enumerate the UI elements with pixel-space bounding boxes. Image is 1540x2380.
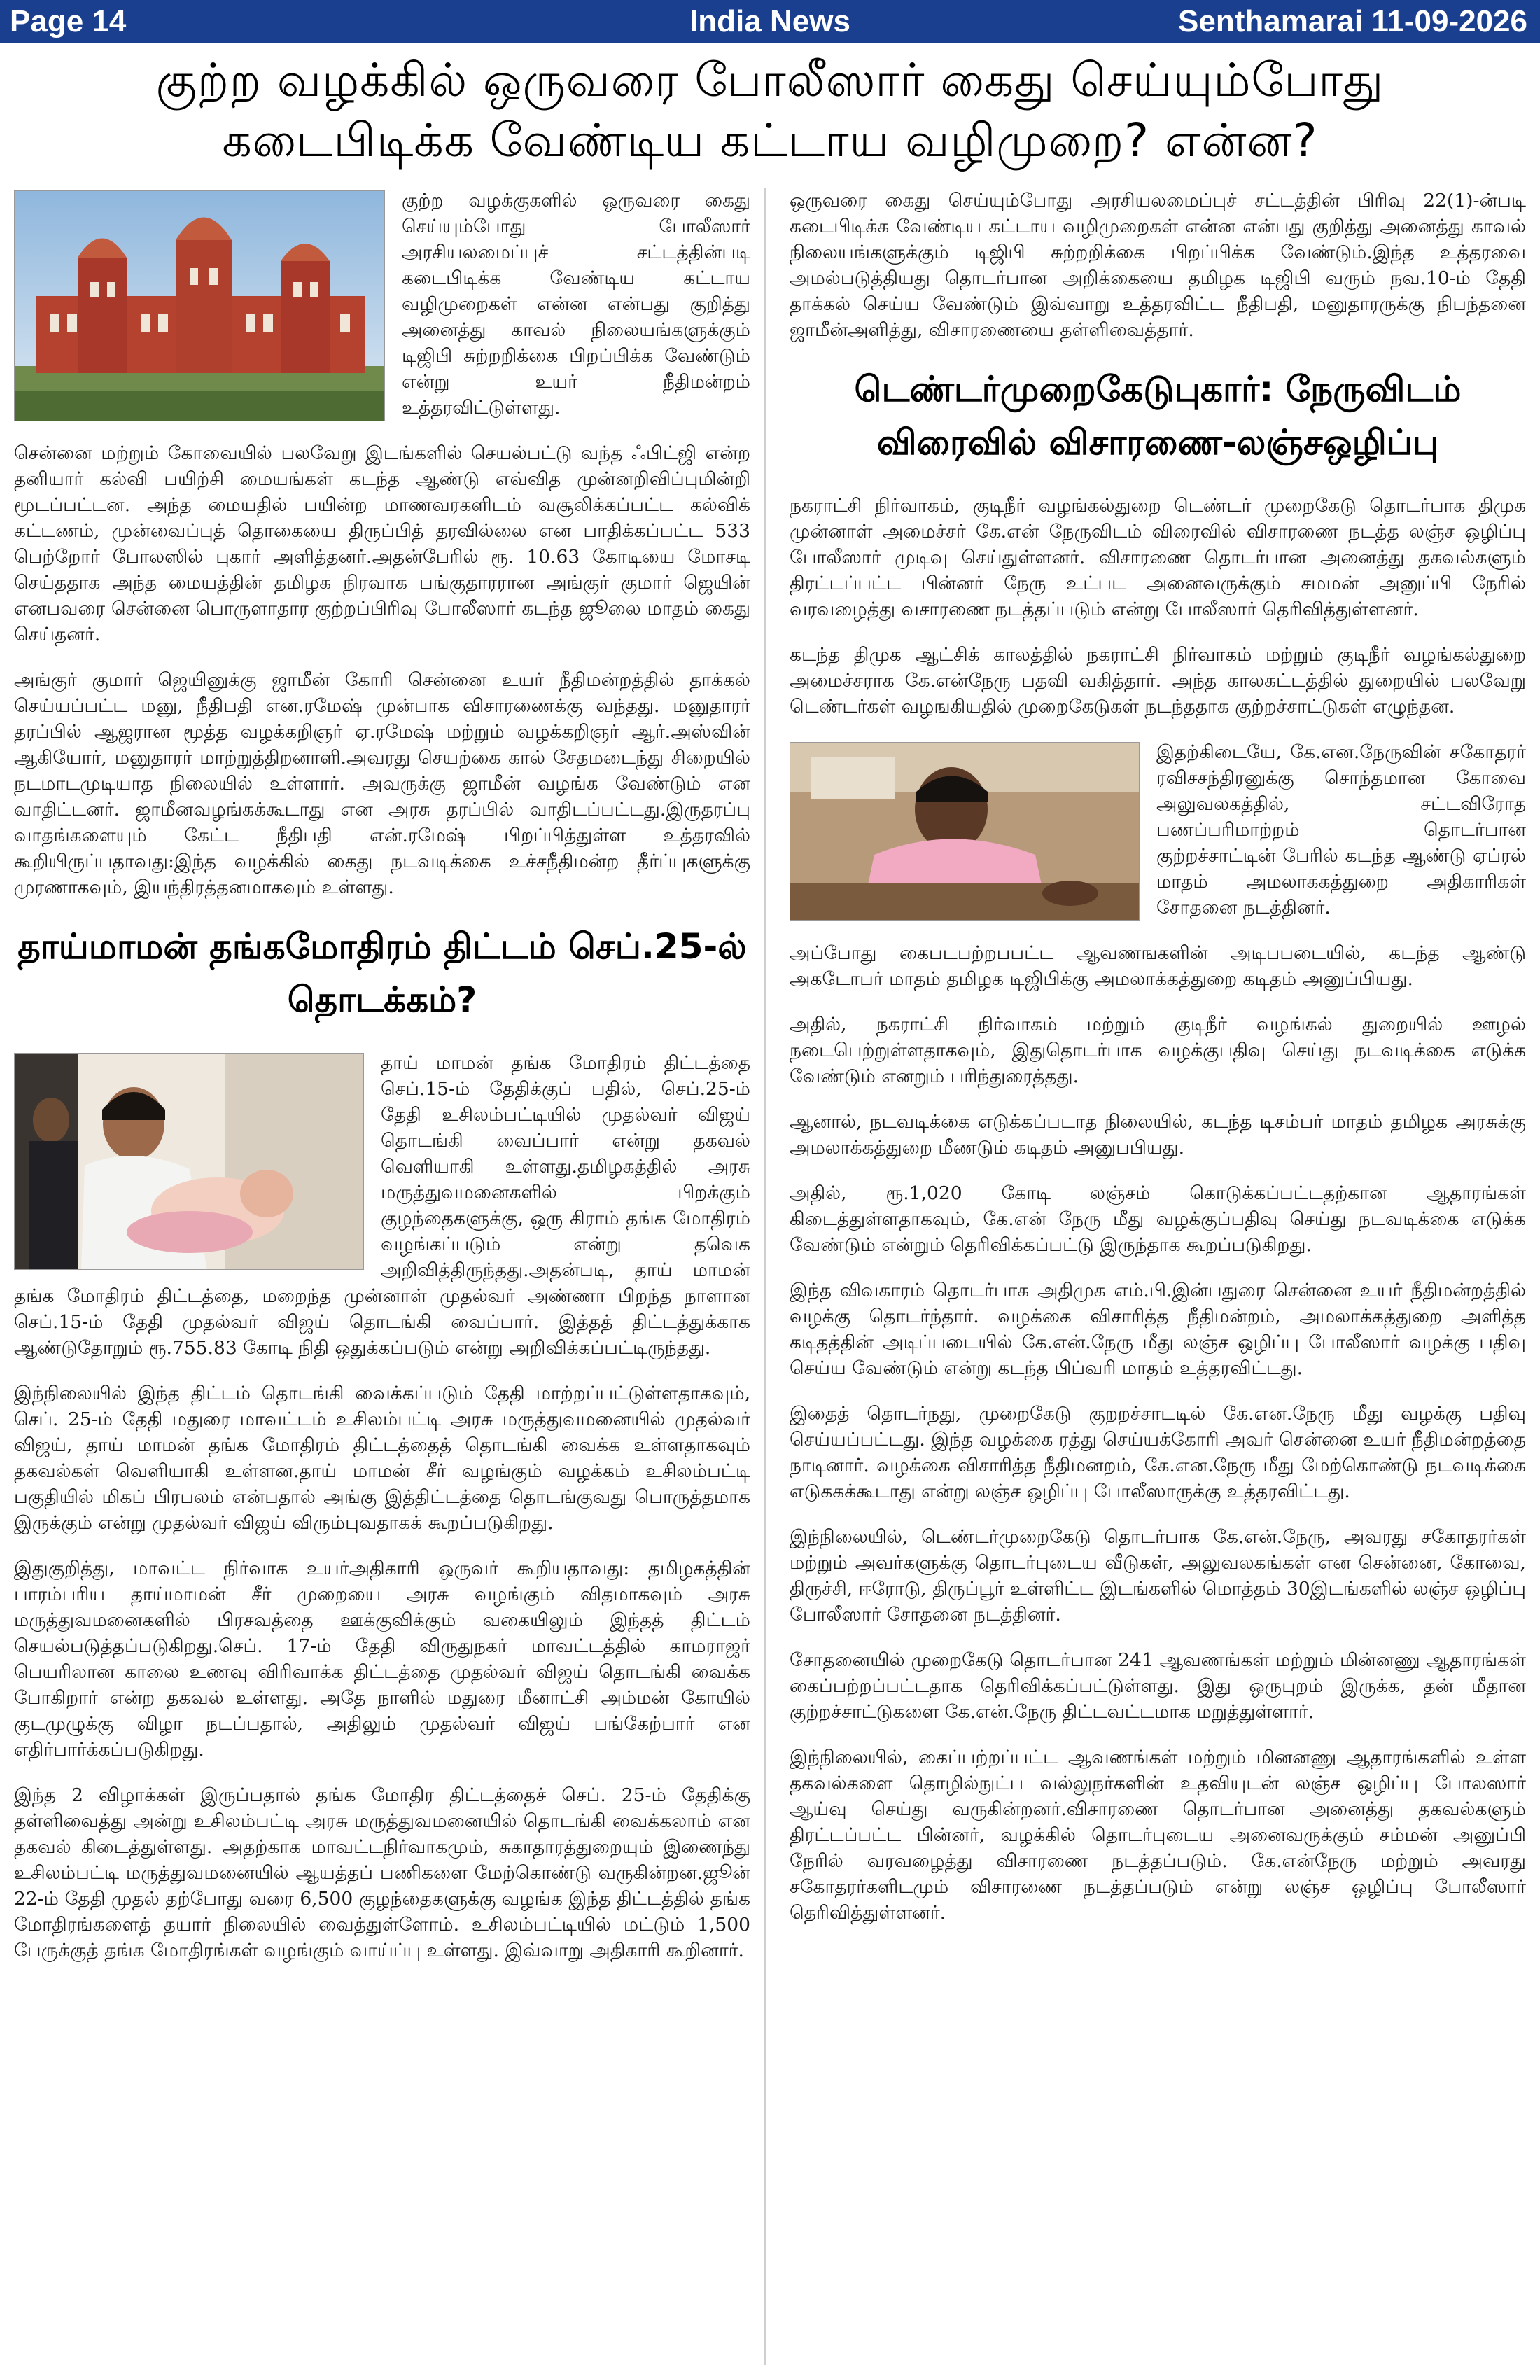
left-column: [14, 188, 750, 1983]
article-paragraph: தாய் மாமன் தங்க மோதிரம் திட்டத்தை செப்.15-ம் தேதிக்குப் பதில், செப்.25-ம் தேதி உசிலம்பட்டியில் முதல்வர் விஜய் தொடங்கி வைப்பார் என்று தகவல் வெளியாகி உள்ளது.தமிழகத்தில் அரசு மருத்துவமனைகளில் பிறக்கும் குழந்தைகளுக்கு, ஒரு கிராம் தங்க மோதிரம் வழங்கப்படும் என்று தவெக அறிவித்திருந்தது.அதன்படி, தாய் மாமன் தங்க மோதிரம் திட்டத்தை, மறைந்த முன்னாள் முதல்வர் அண்ணா பிறந்த நாளான செப்.15-ம் தேதி முதல்வர் விஜய் தொடங்கி வைப்பார். இத்தத் திட்டத்துக்காக ஆண்டுதோறும் ரூ.755.83 கோடி நிதி ஒதுக்கப்படும் என்று அறிவிக்கப்பட்டிருந்தது.: [14, 1052, 750, 1359]
court-building-photo: [14, 190, 385, 421]
man-holding-baby-illustration: [15, 1054, 364, 1270]
article-paragraph: இதுகுறித்து, மாவட்ட நிர்வாக உயர்அதிகாரி ஒருவர் கூறியதாவது: தமிழகத்தின் பாரம்பரிய தாய்மாமன் சீர் முறையை அரசு வழங்கும் விதமாகவும் அரசு மருத்துவமனைகளில் பிரசவத்தை ஊக்குவிக்கும் வகையிலும் இந்தத் திட்டம் செயல்படுத்தப்படுகிறது.செப். 17-ம் தேதி விருதுநகர் மாவட்டத்தில் காமராஜர் பெயரிலான காலை உணவு விரிவாக்க திட்டத்தை முதல்வர் விஜய் தொடங்கி வைக்க போகிறார் என்ற தகவல் உள்ளது. அதே நாளில் மதுரை மீனாட்சி அம்மன் கோயில் குடமுழுக்கு விழா நடப்பதால், அதிலும் முதல்வர் விஜய் பங்கேற்பார் என எதிர்பார்க்கப்படுகிறது.: [14, 1558, 750, 1760]
man-holding-baby-photo: [14, 1053, 364, 1270]
article-paragraph: இந்த விவகாரம் தொடர்பாக அதிமுக எம்.பி.இன்பதுரை சென்னை உயர் நீதிமன்றத்தில் வழக்கு தொடர்ந்தார். வழக்கை விசாரித்த நீதிமன்றம், அமலாக்கத்துறை அளித்த கடிதத்தின் அடிப்படையில் கே.என்.நேரு மீது லஞ்ச ஒழிப்பு போலீஸார் வழக்கு பதிவு செய்ய வேண்டும் என்று கடந்த பிப்வரி மாதம் உத்தரவிட்டது.: [790, 1280, 1526, 1379]
section-title: India News: [690, 4, 850, 38]
article-paragraph: அதில், நகராட்சி நிர்வாகம் மற்றும் குடிநீர் வழங்கல் துறையில் ஊழல் நடைபெற்றுள்ளதாகவும், இதுதொடர்பாக வழக்குபதிவு செய்து நடவடிக்கை எடுக்க வேண்டும் எனறும் பரிந்துரைத்தது.: [790, 1014, 1526, 1087]
article-paragraph: இந்த 2 விழாக்கள் இருப்பதால் தங்க மோதிர திட்டத்தைச் செப். 25-ம் தேதிக்கு தள்ளிவைத்து அன்று உசிலம்பட்டி அரசு மருத்துவமனையில் தொடங்கி வைக்கலாம் என தகவல் கிடைத்துள்ளது. அதற்காக மாவட்டநிர்வாகமும், சுகாதாரத்துறையும் இணைந்து உசிலம்பட்டி மருத்துவமனையில் ஆயத்தப் பணிகளை மேற்கொண்டு வருகின்றன.ஜூன் 22-ம் தேதி முதல் தற்போது வரை 6,500 குழந்தைகளுக்கு வழங்க இந்த திட்டத்தில் தங்க மோதிரங்களைத் தயார் நிலையில் வைத்துள்ளோம். உசிலம்பட்டியில் மட்டும் 1,500 பேருக்குத் தங்க மோதிரங்கள் வழங்கும் வாய்ப்பு உள்ளது. இவ்வாறு அதிகாரி கூறினார்.: [14, 1784, 750, 1961]
article-paragraph: இந்நிலையில், டெண்டர்முறைகேடு தொடர்பாக கே.என்.நேரு, அவரது சகோதரர்கள் மற்றும் அவர்களுக்கு தொடர்புடைய வீடுகள், அலுவலகங்கள் என சென்னை, கோவை, திருச்சி, ஈரோடு, திருப்பூர் உள்ளிட்ட இடங்களில் மொத்தம் 30இடங்களில் லஞ்ச ஒழிப்பு போலீஸார் சோதனை நடத்தினர்.: [790, 1526, 1526, 1625]
article-paragraph: கடந்த திமுக ஆட்சிக் காலத்தில் நகராட்சி நிர்வாகம் மற்றும் குடிநீர் வழங்கல்துறை அமைச்சராக கே.என்நேரு பதவி வகித்தார். அந்த காலகட்டத்தில் துறையில் பலவேறு டெண்டர்கள் வழஙகியதில் முறைகேடுகள் நடந்ததாக குற்றச்சாட்டுகள் எழுந்தன.: [790, 644, 1526, 718]
paper-name-date: Senthamarai 11-09-2026: [1178, 4, 1527, 38]
article-paragraph: அங்குர் குமார் ஜெயினுக்கு ஜாமீன் கோரி சென்னை உயர் நீதிமன்றத்தில் தாக்கல் செய்யப்பட்ட மனு, நீதிபதி என.ரமேஷ் முன்பாக விசாரணைக்கு வந்தது. மனுதாரர் தரப்பில் ஆஜரான மூத்த வழக்கறிஞர் ஏ.ரமேஷ் மற்றும் வழக்கறிஞர் ஆர்.அஸ்வின் ஆகியோர், மனுதாரர் மாற்றுத்திறனாளி.அவரது செயற்கை கால் சேதமடைந்து சிறையில் நடமாடமுடியாத நிலையில் உள்ளார். அவருக்கு ஜாமீன் வழங்க வேண்டும் என வாதிட்டனர். ஜாமீனவழங்கக்கூடாது என அரசு தரப்பில் வாதிடப்பட்டது.இருதரப்பு வாதங்களையும் கேட்ட நீதிபதி என்.ரமேஷ் பிறப்பித்துள்ள உத்தரவில் கூறியிருப்பதாவது:இந்த வழக்கில் கைது நடவடிக்கை உச்சநீதிமன்ற தீர்ப்புகளுக்கு முரணாகவும், இயந்திரத்தனமாகவும் உள்ளது.: [14, 669, 750, 898]
article-paragraph: இதற்கிடையே, கே.என.நேருவின் சகோதரர் ரவிசசந்திரனுக்கு சொந்தமான கோவை அலுவலகத்தில், சட்டவிரோத பணப்பரிமாற்றம் தொடர்பான குற்றச்சாட்டின் பேரில் கடந்த ஆண்டு ஏப்ரல் மாதம் அமலாககத்துறை அதிகாரிகள் சோதனை நடத்தினர்.: [1156, 741, 1526, 918]
article-paragraph: இந்நிலையில் இந்த திட்டம் தொடங்கி வைக்கப்படும் தேதி மாற்றப்பட்டுள்ளதாகவும், செப். 25-ம் தேதி மதுரை மாவட்டம் உசிலம்பட்டி அரசு மருத்துவமனையில் முதல்வர் விஜய், தாய் மாமன் தங்க மோதிரம் திட்டத்தைத் தொடங்கி வைக்க உள்ளதாகவும் தகவல்கள் வெளியாகி உள்ளன.தாய் மாமன் சீர் வழங்கும் வழக்கம் உசிலம்பட்டி பகுதியில் மிகப் பிரபலம் என்பதால் அங்கு இத்திட்டத்தை தொடங்குவது பொருத்தமாக இருக்கும் என்று முதல்வர் விஜய் விரும்புவதாகக் கூறப்படுகிறது.: [14, 1382, 750, 1534]
article-paragraph: இந்நிலையில், கைப்பற்றப்பட்ட ஆவணங்கள் மற்றும் மினனணு ஆதாரங்களில் உள்ள தகவல்களை தொழில்நுட்ப வல்லுநர்களின் உதவியுடன் லஞ்ச ஒழிப்பு போலஸார் ஆய்வு செய்து வருகின்றனர்.விசாரணை தொடர்பான அனைத்து தகவல்களும் திரட்டப்பட்ட பின்னர், வழக்கில் தொடர்புடைய அனைவருக்கும் சம்மன் அனுப்பி நேரில் வரவழைத்து விசாரணை நடத்தப்படும். கே.என்நேரு மற்றும் அவரது சகோதரர்களிடமும் விசாரணை நடத்தப்படும் என்று லஞ்ச ஒழிப்பு போலீஸார் தெரிவித்துள்ளனர்.: [790, 1746, 1526, 1924]
seated-man-pink-shirt-photo: [790, 742, 1140, 920]
article-paragraph: ஒருவரை கைது செய்யும்போது அரசியலமைப்புச் சட்டத்தின் பிரிவு 22(1)-ன்படி கடைபிடிக்க வேண்டிய கட்டாய வழிமுறைகள் என்ன என்பது குறித்து அனைத்து காவல் நிலையங்களுக்கும் டிஜிபி சுற்றறிக்கை பிறப்பிக்க வேண்டும்.இந்த உத்தரவை அமல்படுத்தியது தொடர்பான அறிக்கையை தமிழக டிஜிபி வரும் நவ.10-ம் தேதி தாக்கல் செய்ய வேண்டும் இவ்வாறு உத்தரவிட்ட நீதிபதி, மனுதாரருக்கு நிபந்தனை ஜாமீன்அளித்து, விசாரணையை தள்ளிவைத்தார்.: [790, 190, 1526, 341]
article-paragraph: இதைத் தொடர்நது, முறைகேடு குறறச்சாடடில் கே.என.நேரு மீது வழக்கு பதிவு செய்யப்பட்டது. இந்த வழக்கை ரத்து செய்யக்கோரி அவர் சென்னை உயர் நீதிமன்றத்தை நாடினார். வழக்கை விசாரித்த நீதிமனறம், கே.என.நேரு மீது மேற்கொண்டு நடவடிக்கை எடுககக்கூடாது என்று லஞ்ச ஒழிப்பு போலீஸாருக்கு உத்தரவிட்டது.: [790, 1403, 1526, 1502]
subheadline-gold-ring: தாய்மாமன் தங்கமோதிரம் திட்டம் செப்.25-ல் தொடக்கம்?: [18, 926, 747, 1020]
subheadline-tender-scam: டெண்டர்முறைகேடுபுகார்: நேருவிடம் விரைவில் விசாரணை-லஞ்சஒழிப்பு: [854, 369, 1462, 463]
right-column: [790, 188, 1526, 1945]
main-headline: [14, 50, 1526, 171]
article-paragraph: ஆனால், நடவடிக்கை எடுக்கப்படாத நிலையில், கடந்த டிசம்பர் மாதம் தமிழக அரசுக்கு அமலாக்கத்துறை மீணடும் கடிதம் அனுபபியது.: [790, 1111, 1526, 1158]
court-building-illustration: [15, 191, 385, 421]
page-header-bar: [0, 0, 1540, 43]
article-paragraph: அப்போது கைபடபற்றபபட்ட ஆவணஙகளின் அடிபபடையில், கடந்த ஆண்டு அகடோபர் மாதம் தமிழக டிஜிபிக்கு அமலாக்கத்துறை கடிதம் அனுப்பியது.: [790, 942, 1526, 990]
headline-line-1: குற்ற வழக்கில் ஒருவரை போலீஸார் கைது செய்யும்போது: [155, 53, 1385, 107]
article-paragraph: நகராட்சி நிர்வாகம், குடிநீர் வழங்கல்துறை டெண்டர் முறைகேடு தொடர்பாக திமுக முன்னாள் அமைச்சர் கே.என் நேருவிடம் விரைவில் விசாரணை நடத்த லஞ்ச ஒழிப்பு போலீஸார் முடிவு செய்துள்ளனர். விசாரணை தொடர்பான அனைத்து தகவல்களும் திரட்டப்பட்ட பின்னர் நேரு உட்பட அனைவருக்கும் சமமன் அனுப்பி நேரில் வரவழைத்து வசாரணை நடத்தப்படும் என்று போலீஸார் தெரிவித்துள்ளனர்.: [790, 495, 1526, 620]
article-paragraph: சோதனையில் முறைகேடு தொடர்பான 241 ஆவணங்கள் மற்றும் மின்னணு ஆதாரங்கள் கைப்பற்றப்பட்டதாக தெரிவிக்கப்பட்டுள்ளது. இது ஒருபுறம் இருக்க, தன் மீதான குற்றச்சாட்டுகளை கே.என்.நேரு திட்டவட்டமாக மறுத்துள்ளார்.: [790, 1649, 1526, 1723]
article-paragraph: குற்ற வழக்குகளில் ஒருவரை கைது செய்யும்போது போலீஸார் அரசியலமைப்புச் சட்டத்தின்படி கடைபிடிக்க வேண்டிய கட்டாய வழிமுறைகள் என்ன என்பது குறித்து அனைத்து காவல் நிலையங்களுக்கும் டிஜிபி சுற்றறிக்கை பிறப்பிக்க வேண்டும் என்று உயர் நீதிமன்றம் உத்தரவிட்டுள்ளது.: [402, 190, 750, 419]
article-paragraph: சென்னை மற்றும் கோவையில் பலவேறு இடங்களில் செயல்பட்டு வந்த ஃபிட்ஜி என்ற தனியார் கல்வி பயிற்சி மையங்கள் கடந்த ஆண்டு எவ்வித முன்னறிவிப்புமின்றி மூடப்பட்டன. அந்த மையதில் பயின்ற மாணவரகளிடம் வசூலிக்கப்பட்ட கல்விக் கட்டணம், முன்வைப்புத் தொகையை திருப்பித் தரவில்லை என பாதிக்கப்பட்ட 533 பெற்றோர் போலஸில் புகார் அளித்தனர்.அதன்பேரில் ரூ. 10.63 கோடியை மோசடி செய்ததாக அந்த மையத்தின் தமிழக நிரவாக பங்குதாரரான அங்குர் குமார் ஜெயின் எனபவரை சென்னை பொருளாதார குற்றப்பிரிவு போலீஸார் கடந்த ஜூலை மாதம் கைது செய்தனர்.: [14, 442, 750, 645]
page-number: Page 14: [10, 4, 127, 38]
seated-man-illustration: [790, 743, 1140, 920]
headline-line-2: கடைபிடிக்க வேண்டிய கட்டாய வழிமுறை? என்ன?: [222, 113, 1318, 167]
article-paragraph: அதில், ரூ.1,020 கோடி லஞ்சம் கொடுக்கப்பட்டதற்கான ஆதாரங்கள் கிடைத்துள்ளதாகவும், கே.என் நேரு மீது வழக்குப்பதிவு செய்து நடவடிக்கை எடுக்க வேண்டும் என்றும் தெரிவிக்கப்பட்டு இருந்தாக கூறப்படுகிறது.: [790, 1182, 1526, 1256]
column-divider: [764, 188, 766, 2365]
